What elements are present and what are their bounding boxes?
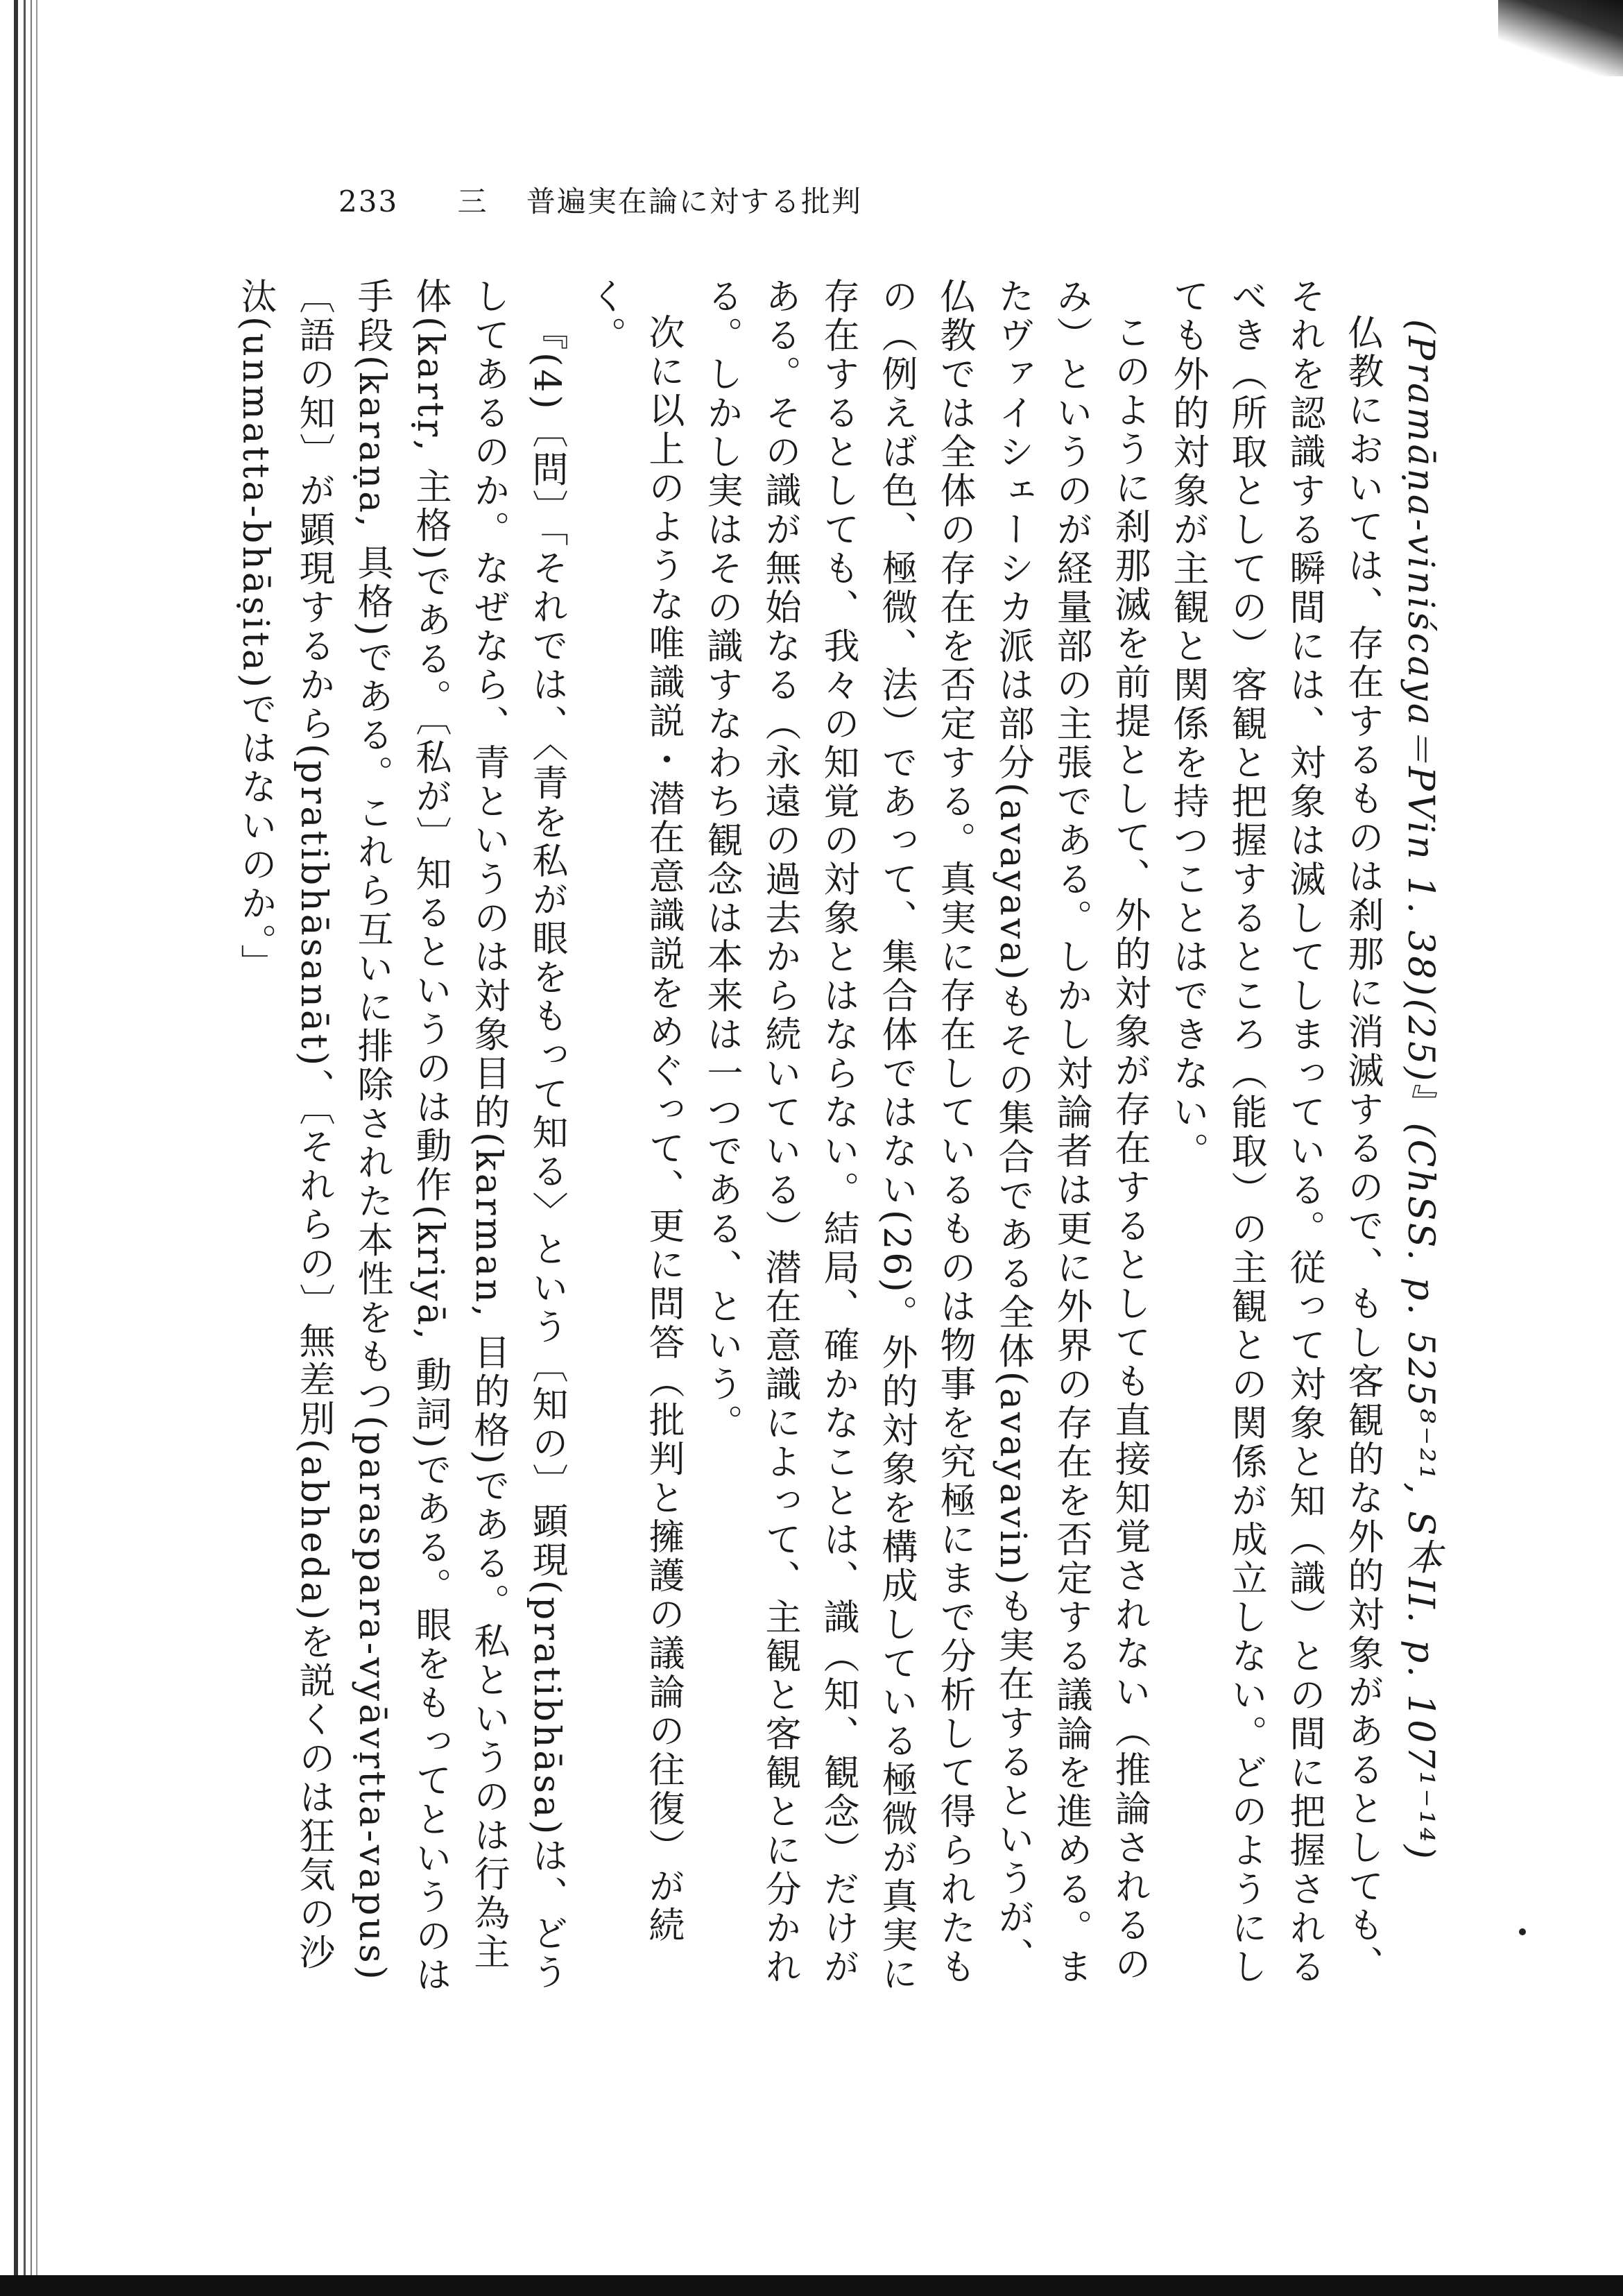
citation-line: (Pramāṇa-viniścaya＝PVin 1. 38)(25)』(ChSS. p. 525⁸⁻²¹, S本II. p. 107¹⁻¹⁴): [1400, 319, 1441, 1862]
section-number: 三: [457, 185, 488, 219]
paragraph: 『(4)〔問〕「それでは、〈青を私が眼をもって知る〉という〔知の〕顕現(pratibhāsa)は、どうしてあるのか。なぜなら、青というのは対象目的(karman, 目的格)である。私というのは行為主体(kartṛ, 主格)である。〔私が〕知るというのは動作(kriyā, 動詞)である。眼をもってというのは手段(karaṇa, 具格)である。これら互いに排除された本性をもつ(paraspara-vyāvṛtta-vapus)〔語の知〕が顕現するから(pratibhāsanāt)、〔それらの〕無差別(abheda)を説くのは狂気の沙汰(unmatta-bhāṣita)ではないのか。」: [234, 277, 567, 1995]
section-title: 普遍実在論に対する批判: [526, 185, 862, 219]
book-spine-shadow: [36, 0, 37, 2296]
page-corner-shadow: [1498, 0, 1623, 76]
paragraph: このように刹那滅を前提として、外的対象が存在するとしても直接知覚されない（推論されるのみ）というのが経量部の主張である。しかし対論者は更に外界の存在を否定する議論を進める。またヴァイシェーシカ派は部分(avayava)もその集合である全体(avayavin)も実在するというが、仏教では全体の存在を否定する。真実に存在しているものは物事を究極にまで分析して得られたもの（例えば色、極微、法）であって、集合体ではない(26)。外的対象を構成している極微が真実に存在するとしても、我々の知覚の対象とはならない。結局、確かなことは、識（知、観念）だけがある。その識が無始なる（永遠の過去から続いている）潜在意識によって、主観と客観とに分かれる。しかし実はその識すなわち観念は本来は一つである、という。: [701, 277, 1150, 1994]
body-text: [234, 277, 1450, 1998]
margin-dot: [1519, 1928, 1526, 1935]
paragraph: 仏教においては、存在するものは刹那に消滅するので、もし客観的な外的対象があるとしても、それを認識する瞬間には、対象は滅してしまっている。従って対象と知（識）との間に把握されるべき（所取としての）客観と把握するところ（能取）の主観との関係が成立しない。どのようにしても外的対象が主観と関係を持つことはできない。: [1167, 277, 1383, 1987]
page-number: 233: [338, 185, 399, 219]
book-spine-shadow: [14, 0, 18, 2296]
book-spine-shadow: [24, 0, 26, 2296]
scan-bottom-edge: [0, 2275, 1623, 2296]
running-head: [338, 179, 862, 221]
book-spine-shadow: [31, 0, 32, 2296]
paragraph: 次に以上のような唯識説・潜在意識説をめぐって、更に問答（批判と擁護の議論の往復）が続く。: [584, 277, 684, 1945]
